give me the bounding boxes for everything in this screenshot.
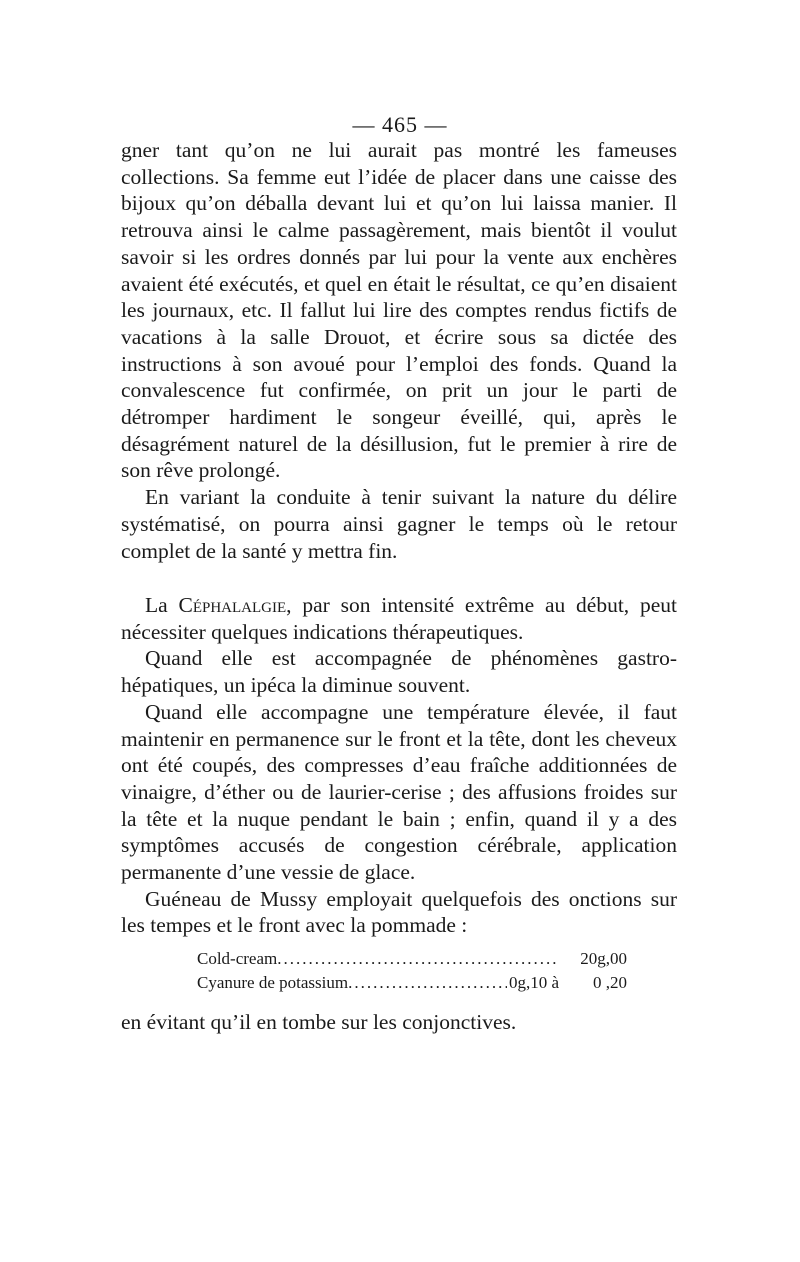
ingredient-dose: 0 ,20 bbox=[593, 973, 627, 992]
ingredient-dose: 20g,00 bbox=[580, 949, 627, 968]
dot-leader bbox=[348, 971, 507, 995]
paragraph-gastro-hepatiques: Quand elle est accompagnée de phénomènes gastro-hépatiques, un ipéca la diminue souvent. bbox=[121, 646, 677, 698]
ingredient-name: Cyanure de potassium bbox=[197, 973, 349, 992]
text-section-cephalalgie bbox=[121, 592, 677, 939]
formula-row bbox=[197, 947, 627, 971]
paragraph-conjonctives: en évitant qu’il en tombe sur les conjonctives. bbox=[121, 1010, 517, 1034]
ingredient-range: 0g,10 à bbox=[508, 973, 559, 992]
paragraph-cephalalgie-text: , par son intensité extrême au début, peut nécessiter quelques indications thérapeutiques. bbox=[121, 593, 678, 644]
formula-row bbox=[197, 971, 627, 995]
ingredient-name: Cold-cream bbox=[197, 949, 278, 968]
paragraph-collections: gner tant qu’on ne lui aurait pas montré les fameuses collections. Sa femme eut l’idée de placer dans une caisse des bijoux qu’on déballa devant lui et qu’on lui laissa manier. Il retrouva ainsi le calme passagèrement, mais bientôt il voulut savoir si les ordres donnés par lui pour la vente aux enchères avaient été exécutés, et quel en était le résultat, ce qu’en disaient les journaux, etc. Il fallut lui lire des comptes rendus fictifs de vacations à la salle Drouot, et écrire sous sa dictée des instructions à son avoué pour l’emploi des fonds. Quand la convalescence fut confirmée, on prit un jour le parti de détromper hardiment le songeur éveillé, qui, après le désagrément naturel de la désillusion, fut le premier à rire de son rêve prolongé. bbox=[121, 138, 677, 483]
paragraph-temperature: Quand elle accompagne une température élevée, il faut maintenir en permanence sur le front et la tête, dont les cheveux ont été coupés, des compresses d’eau fraîche additionnées de vinaigre, d’éther ou de laurier-cerise ; des affusions froides sur la tête et la nuque pendant le bain ; enfin, quand il y a des symptômes accusés de congestion cérébrale, application permanente d’une vessie de glace. bbox=[121, 699, 677, 885]
dot-leader bbox=[277, 947, 557, 971]
page-number: — 465 — bbox=[352, 112, 448, 137]
paragraph-delire-systematise: En variant la conduite à tenir suivant la nature du délire systématisé, on pourra ainsi gagner le temps où le retour complet de la santé y mettra fin. bbox=[121, 485, 677, 563]
text-section-delire bbox=[121, 137, 677, 564]
paragraph-lead-word: La bbox=[145, 593, 168, 617]
text-section-conclusion bbox=[121, 1009, 677, 1036]
prescription-formula bbox=[197, 947, 627, 995]
paragraph-gueneau-de-mussy: Guéneau de Mussy employait quelquefois des onctions sur les tempes et le front avec la pommade : bbox=[121, 886, 677, 938]
section-term: Céphalalgie bbox=[178, 593, 287, 617]
paragraph-cephalalgie bbox=[121, 592, 677, 645]
